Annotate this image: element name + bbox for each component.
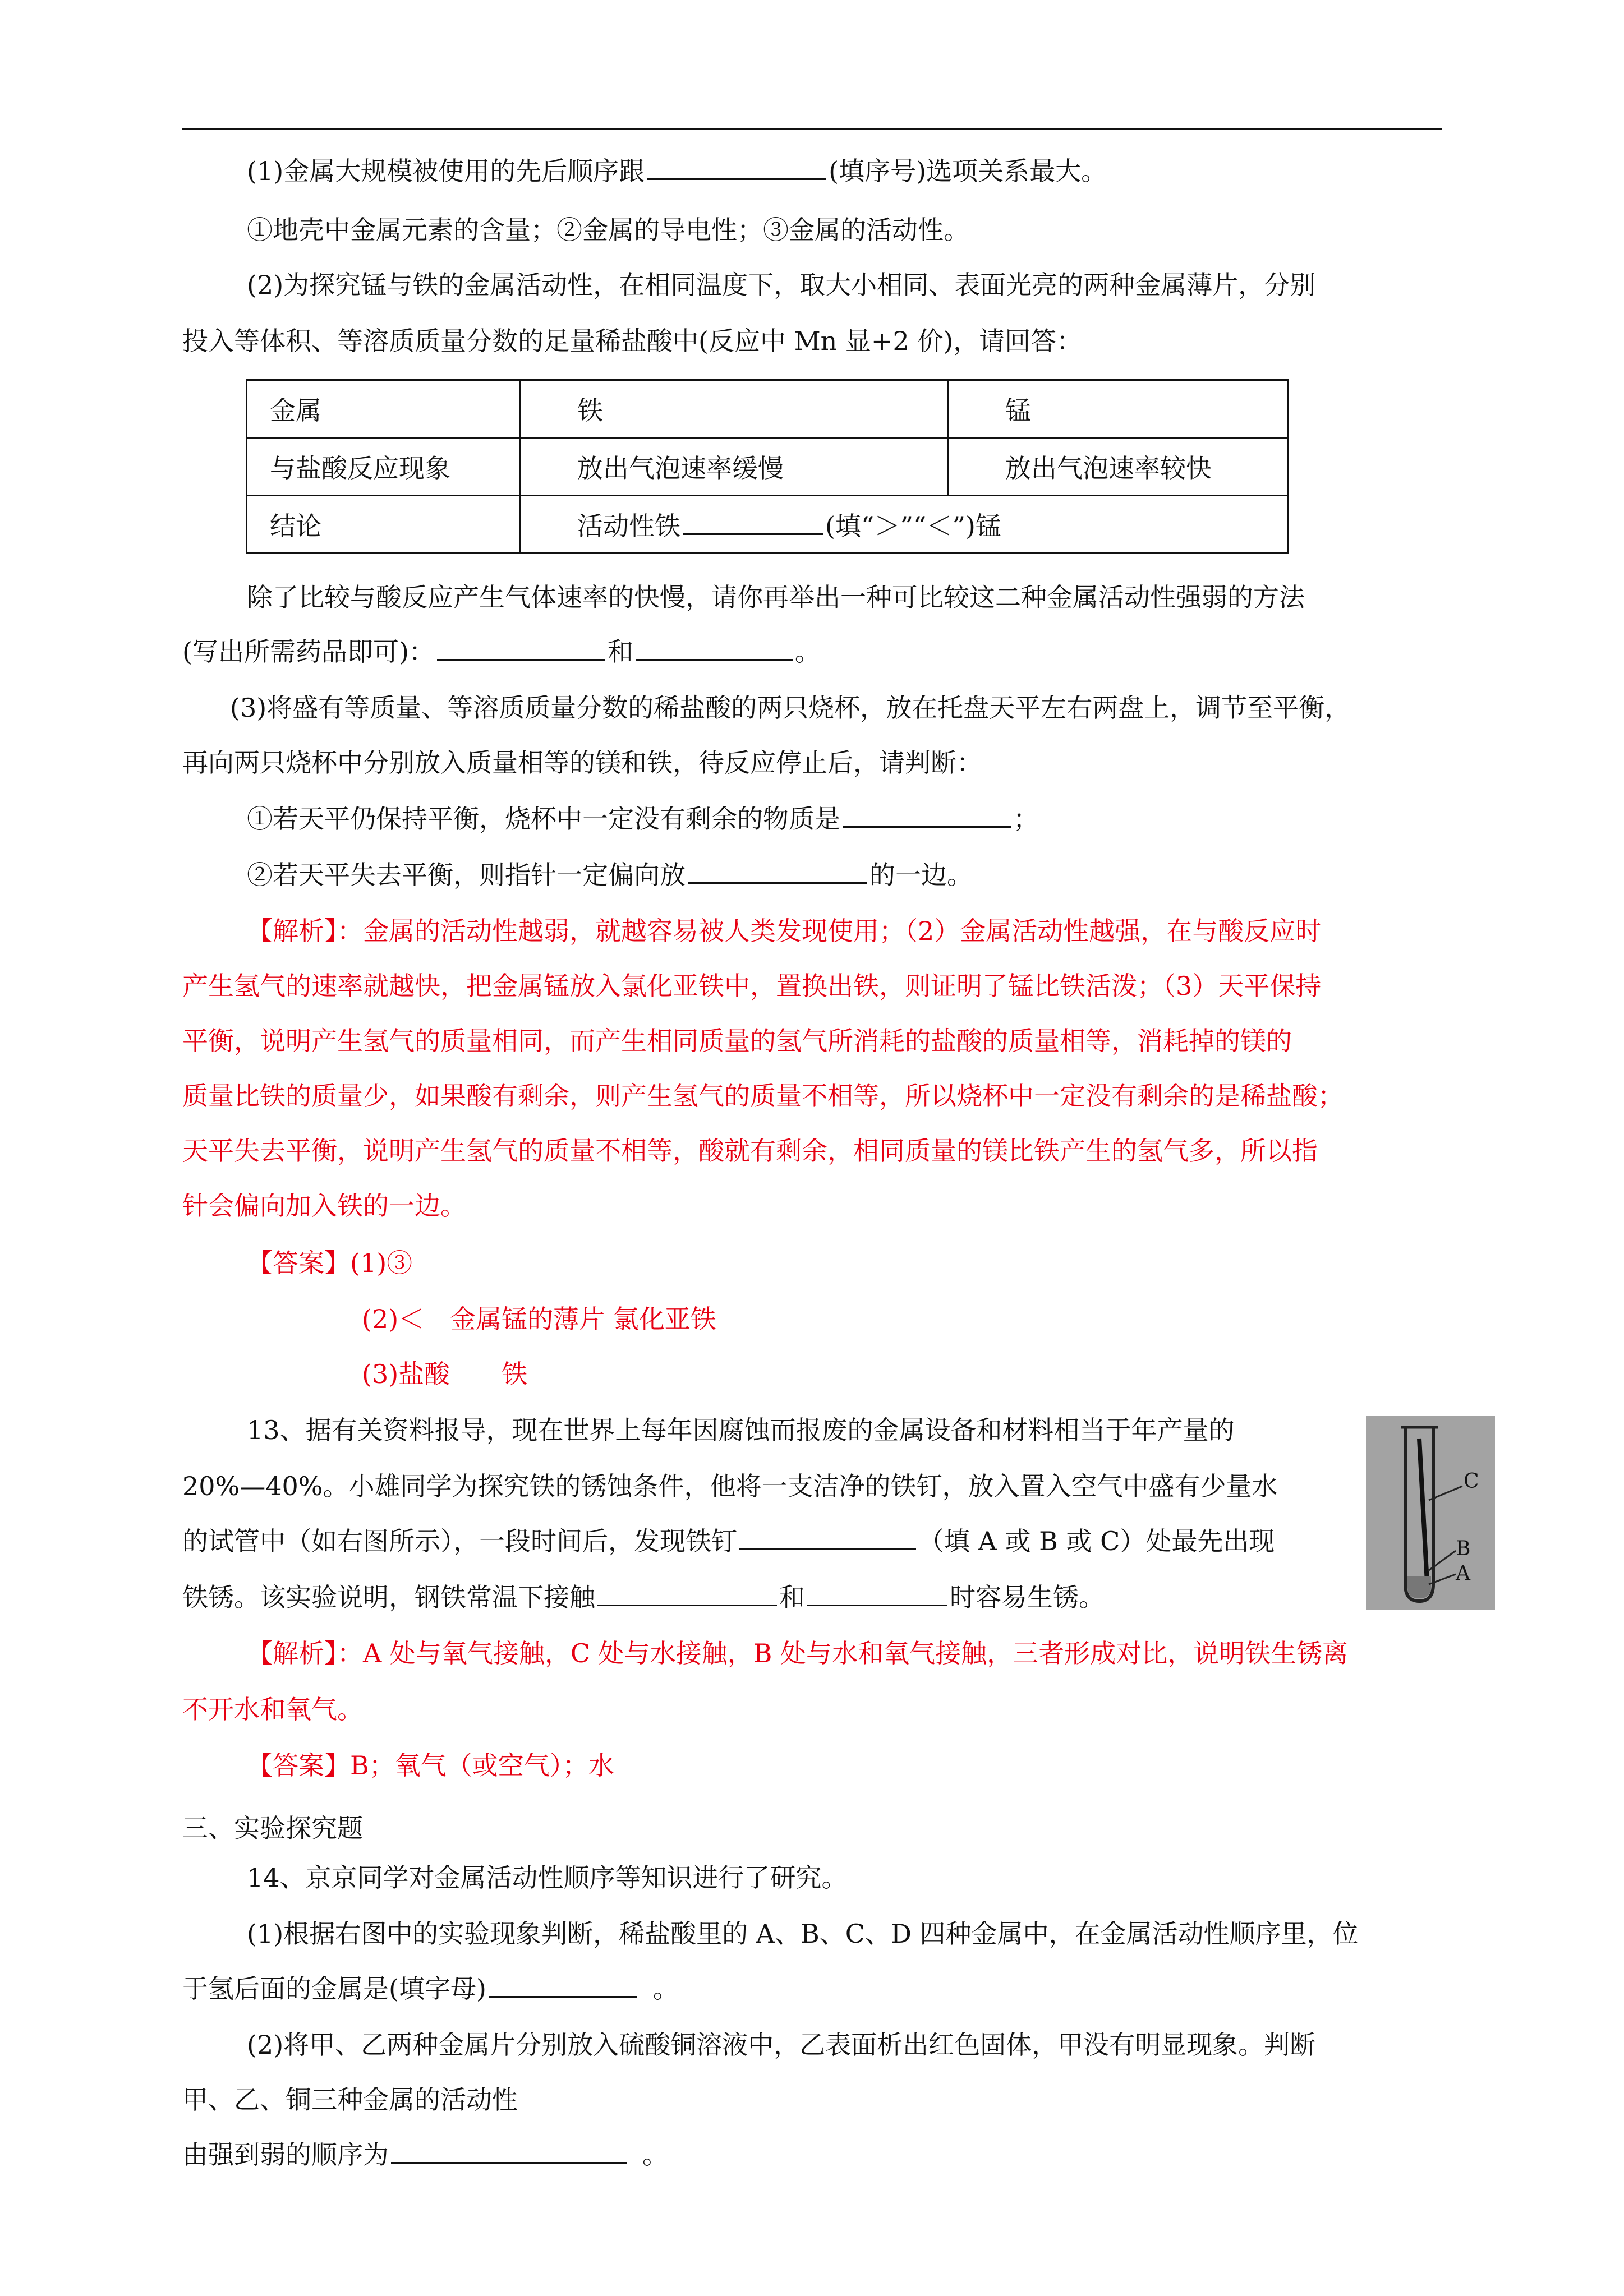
q12-analysis-line: 产生氢气的速率就越快，把金属锰放入氯化亚铁中，置换出铁，则证明了锰比铁活泼；（3）天平保持 — [182, 971, 1322, 1001]
q14-text: 于氢后面的金属是(填字母) — [182, 1974, 486, 2004]
answer-blank[interactable] — [807, 1582, 947, 1606]
q13-and: 和 — [779, 1582, 805, 1612]
q13-line1: 13、据有关资料报导，现在世界上每年因腐蚀而报废的金属设备和材料相当于年产量的 — [247, 1415, 1235, 1445]
q12-part3-line1: (3)将盛有等质量、等溶质质量分数的稀盐酸的两只烧杯，放在托盘天平左右两盘上，调节至平衡， — [230, 693, 1351, 723]
q13-line3 — [182, 1524, 1275, 1558]
q13-analysis-line: 不开水和氧气。 — [182, 1694, 363, 1725]
q2-end: 的一边。 — [869, 860, 973, 890]
conclusion-text: 活动性铁 — [577, 511, 680, 541]
q13-text: 的试管中（如右图所示），一段时间后，发现铁钉 — [182, 1526, 737, 1556]
section-title: 三、实验探究题 — [182, 1813, 363, 1843]
q12-analysis-line: 天平失去平衡，说明产生氢气的质量不相等，酸就有剩余，相同质量的镁比铁产生的氢气多，所以指 — [182, 1136, 1318, 1166]
q12-part2-line1: (2)为探究锰与铁的金属活动性，在相同温度下，取大小相同、表面光亮的两种金属薄片，分别 — [247, 270, 1316, 300]
table-cell: 金属 — [247, 380, 521, 438]
answer-blank[interactable] — [647, 156, 826, 180]
table-cell-conclusion — [521, 496, 1289, 554]
method-text: (写出所需药品即可)： — [182, 637, 435, 667]
test-tube-figure — [1366, 1416, 1495, 1610]
q12-part1-text: (1)金属大规模被使用的先后顺序跟 — [247, 156, 645, 186]
q14-part1-line1: (1)根据右图中的实验现象判断，稀盐酸里的 A、B、C、D 四种金属中，在金属活动性顺序里，位 — [247, 1919, 1359, 1949]
q12-answer-part3: (3)盐酸 铁 — [362, 1359, 528, 1389]
table-cell: 放出气泡速率缓慢 — [521, 438, 949, 496]
q14-part2-line2: 甲、乙、铜三种金属的活动性 — [182, 2085, 518, 2115]
q13-line2: 20%—40%。小雄同学为探究铁的锈蚀条件，他将一支洁净的铁钉，放入置入空气中盛有少量水 — [182, 1471, 1278, 1501]
answer-blank[interactable] — [688, 860, 867, 884]
answer-tag: 【答案】 — [247, 1248, 350, 1278]
q14-part2-line3 — [182, 2138, 668, 2171]
q12-part1-text-end: (填序号)选项关系最大。 — [829, 156, 1107, 186]
answer-blank[interactable] — [437, 637, 605, 661]
q12-part1 — [247, 154, 1107, 188]
figure-label-b: B — [1456, 1537, 1471, 1560]
figure-label-c: C — [1464, 1470, 1479, 1493]
q12-analysis-line: 【解析】：金属的活动性越弱，就越容易被人类发现使用；（2）金属活动性越强，在与酸反应时 — [247, 916, 1322, 946]
q14-part2-line1: (2)将甲、乙两种金属片分别放入硫酸铜溶液中，乙表面析出红色固体，甲没有明显现象。判断 — [247, 2030, 1316, 2060]
figure-label-a: A — [1456, 1562, 1470, 1585]
q12-part1-options: ①地壳中金属元素的含量；②金属的导电性；③金属的活动性。 — [247, 215, 969, 245]
q2-text: ②若天平失去平衡，则指针一定偏向放 — [247, 860, 686, 890]
q12-part3-line2: 再向两只烧杯中分别放入质量相等的镁和铁，待反应停止后，请判断： — [182, 748, 982, 778]
q13-text: 铁锈。该实验说明，钢铁常温下接触 — [182, 1582, 595, 1612]
table-row — [247, 438, 1289, 496]
answer-blank[interactable] — [597, 1582, 777, 1606]
table-cell: 放出气泡速率较快 — [949, 438, 1289, 496]
table-cell: 结论 — [247, 496, 521, 554]
q1-text: ①若天平仍保持平衡，烧杯中一定没有剩余的物质是 — [247, 804, 840, 834]
method-end: 。 — [794, 637, 821, 667]
method-and: 和 — [607, 637, 633, 667]
q12-analysis-line: 平衡，说明产生氢气的质量相同，而产生相同质量的氢气所消耗的盐酸的质量相等，消耗掉的镁的 — [182, 1026, 1292, 1056]
q14-part1-line2 — [182, 1972, 679, 2005]
table-cell: 锰 — [949, 380, 1289, 438]
table-row — [247, 496, 1289, 554]
q12-analysis-line: 针会偏向加入铁的一边。 — [182, 1191, 466, 1221]
q14-text-end: 。 — [642, 2140, 668, 2170]
q13-text-end: 时容易生锈。 — [950, 1582, 1105, 1612]
table-cell: 铁 — [521, 380, 949, 438]
q13-analysis-line: 【解析】：A 处与氧气接触，C 处与水接触，B 处与水和氧气接触，三者形成对比，说明铁生锈离 — [247, 1638, 1349, 1668]
answer-blank[interactable] — [391, 2140, 627, 2164]
answer-blank[interactable] — [843, 804, 1011, 828]
q12-part3-q1 — [247, 802, 1039, 836]
answer-part1: (1)③ — [350, 1248, 413, 1278]
conclusion-text-end: (填“＞”“＜”)锰 — [825, 511, 1001, 541]
header-rule — [182, 128, 1442, 130]
q1-end: ； — [1013, 804, 1039, 834]
q12-answer-part2: (2)＜ 金属锰的薄片 氯化亚铁 — [362, 1304, 716, 1334]
table-row — [247, 380, 1289, 438]
q12-method-line1: 除了比较与酸反应产生气体速率的快慢，请你再举出一种可比较这二种金属活动性强弱的方法 — [247, 582, 1305, 612]
q12-part3-q2 — [247, 858, 973, 892]
test-tube-drawing — [1366, 1416, 1495, 1610]
q12-answer — [247, 1246, 412, 1280]
q12-part2-line2: 投入等体积、等溶质质量分数的足量稀盐酸中(反应中 Mn 显+2 价)，请回答： — [182, 326, 1083, 356]
q14-intro: 14、京京同学对金属活动性顺序等知识进行了研究。 — [247, 1862, 848, 1893]
q14-text: 由强到弱的顺序为 — [182, 2140, 389, 2170]
answer-blank[interactable] — [739, 1526, 916, 1550]
metal-comparison-table — [246, 379, 1289, 554]
answer-blank[interactable] — [489, 1974, 637, 1998]
q13-line4 — [182, 1580, 1105, 1614]
answer-blank[interactable] — [636, 637, 793, 661]
q14-text-end: 。 — [652, 1974, 679, 2004]
q13-answer: 【答案】B；氧气（或空气）；水 — [247, 1750, 614, 1781]
table-cell: 与盐酸反应现象 — [247, 438, 521, 496]
q13-text-end: （填 A 或 B 或 C）处最先出现 — [918, 1526, 1275, 1556]
answer-blank[interactable] — [683, 511, 823, 535]
q12-method-line2 — [182, 635, 821, 668]
q12-analysis-line: 质量比铁的质量少，如果酸有剩余，则产生氢气的质量不相等，所以烧杯中一定没有剩余的是稀盐酸； — [182, 1081, 1344, 1111]
